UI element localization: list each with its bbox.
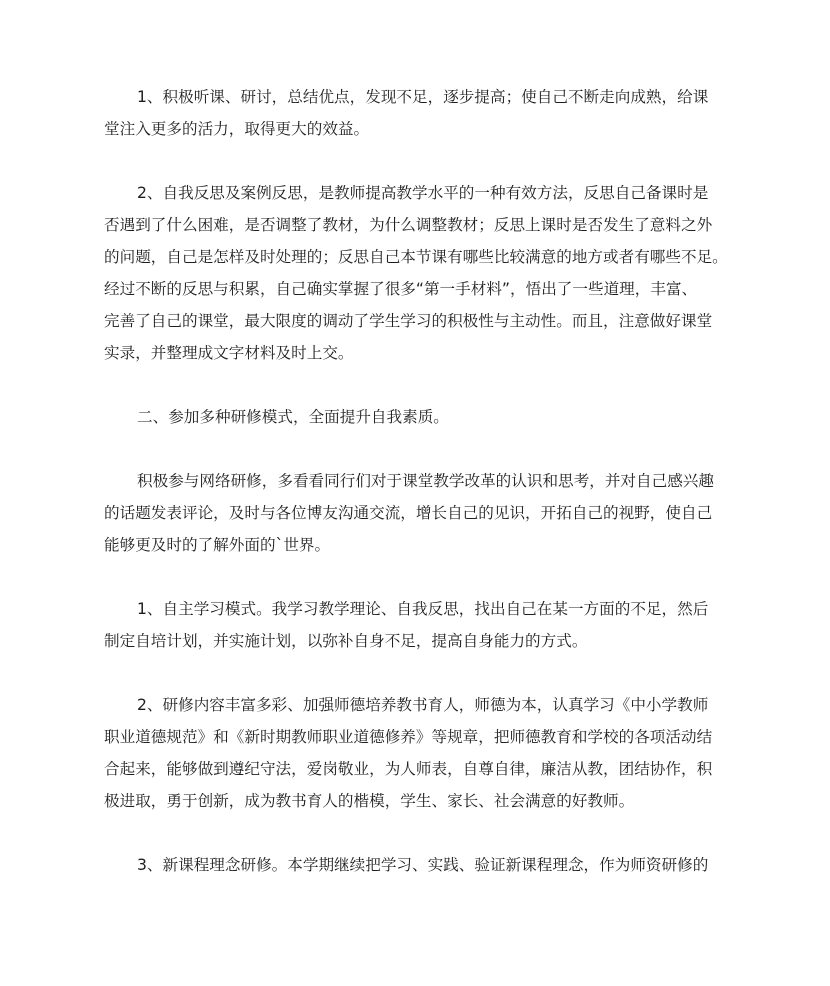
text-line: 二、参加多种研修模式，全面提升自我素质。 — [137, 408, 449, 426]
text-line: 经过不断的反思与积累，自己确实掌握了很多“第一手材料”，悟出了一些道理，丰富、 — [104, 280, 698, 298]
paragraph — [104, 177, 744, 369]
text-line: 1、自主学习模式。我学习教学理论、自我反思，找出自己在某一方面的不足，然后 — [137, 600, 709, 618]
text-line: 堂注入更多的活力，取得更大的效益。 — [104, 120, 370, 138]
text-line: 的问题，自己是怎样及时处理的；反思自己本节课有哪些比较满意的地方或者有哪些不足。 — [104, 248, 728, 266]
text-line: 完善了自己的课堂，最大限度的调动了学生学习的积极性与主动性。而且，注意做好课堂 — [104, 312, 713, 330]
text-line: 的话题发表评论，及时与各位博友沟通交流，增长自己的见识，开拓自己的视野，使自己 — [104, 504, 713, 522]
text-line: 1、积极听课、研讨，总结优点，发现不足，逐步提高；使自己不断走向成熟，给课 — [137, 88, 709, 106]
text-line: 职业道德规范》和《新时期教师职业道德修养》等规章，把师德教育和学校的各项活动结 — [104, 728, 713, 746]
text-line: 否遇到了什么困难，是否调整了教材，为什么调整教材；反思上课时是否发生了意料之外 — [104, 216, 713, 234]
text-line: 2、自我反思及案例反思，是教师提高教学水平的一种有效方法，反思自己备课时是 — [137, 184, 709, 202]
text-line: 实录，并整理成文字材料及时上交。 — [104, 344, 354, 362]
text-line: 2、研修内容丰富多彩、加强师德培养教书育人，师德为本，认真学习《中小学教师 — [137, 696, 709, 714]
text-line: 积极参与网络研修，多看看同行们对于课堂教学改革的认识和思考，并对自己感兴趣 — [137, 472, 714, 490]
text-line: 合起来，能够做到遵纪守法，爱岗敬业，为人师表，自尊自律，廉洁从教，团结协作，积 — [104, 760, 713, 778]
text-line: 制定自培计划，并实施计划，以弥补自身不足，提高自身能力的方式。 — [104, 632, 588, 650]
text-line: 极进取，勇于创新，成为教书育人的楷模，学生、家长、社会满意的好教师。 — [104, 792, 635, 810]
paragraph — [104, 849, 744, 881]
text-line: 能够更及时的了解外面的`世界。 — [104, 536, 331, 554]
section-heading — [104, 401, 744, 433]
paragraph — [104, 465, 744, 561]
paragraph — [104, 81, 744, 145]
document-page — [104, 81, 744, 913]
paragraph — [104, 593, 744, 657]
text-line: 3、新课程理念研修。本学期继续把学习、实践、验证新课程理念，作为师资研修的 — [137, 856, 709, 874]
paragraph — [104, 689, 744, 817]
